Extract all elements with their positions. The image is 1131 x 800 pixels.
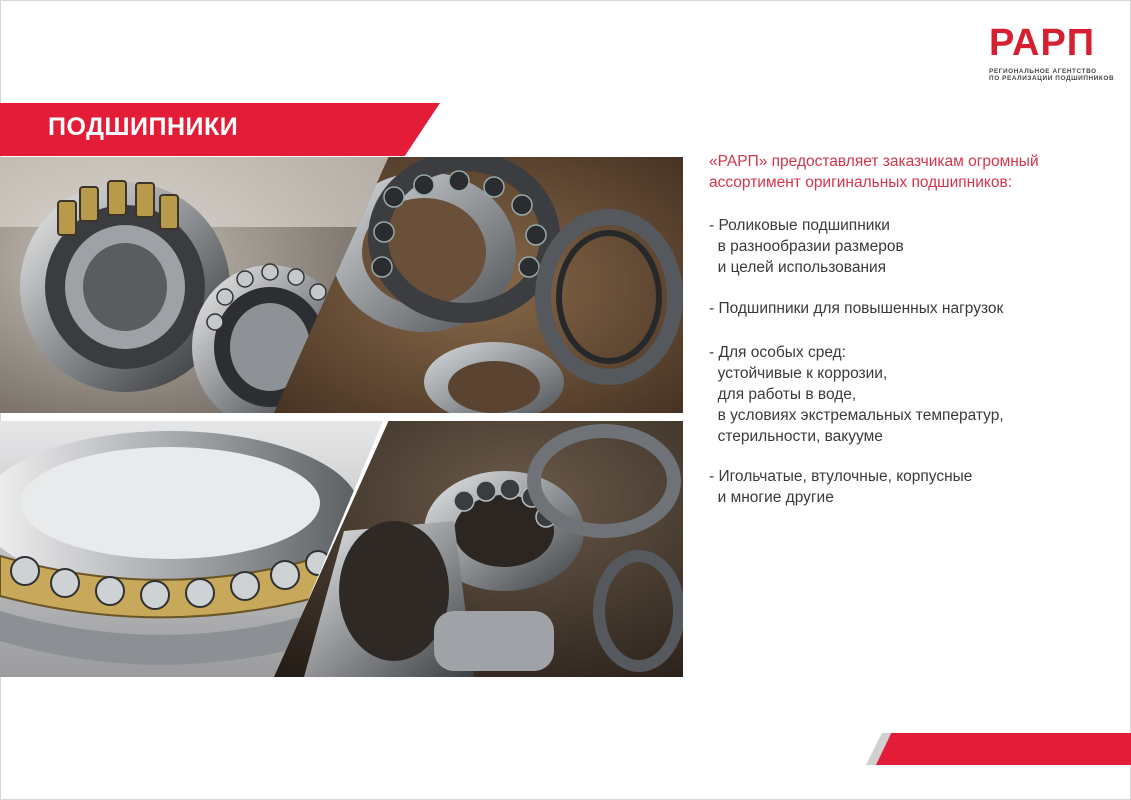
intro-line-1: «РАРП» предоставляет заказчикам огромный (709, 153, 1039, 170)
bottom-stripe (876, 733, 1131, 765)
list-line: - Подшипники для повышенных нагрузок (709, 300, 1004, 317)
list-line: и целей использования (709, 259, 887, 276)
intro-text (709, 151, 1069, 193)
logo-subtitle-line2: ПО РЕАЛИЗАЦИИ ПОДШИПНИКОВ (989, 75, 1115, 82)
list-line: в условиях экстремальных температур, (709, 407, 1004, 424)
page-title: ПОДШИПНИКИ (48, 113, 239, 141)
intro-line-2: ассортимент оригинальных подшипников: (709, 174, 1012, 191)
list-line: для работы в воде, (709, 386, 857, 403)
list-line: - Для особых сред: (709, 344, 846, 361)
section-heavy-load (709, 298, 1109, 319)
list-line: устойчивые к коррозии, (709, 365, 888, 382)
list-line: - Роликовые подшипники (709, 217, 890, 234)
rarp-logo (989, 22, 1115, 86)
logo-word: РАРП (989, 22, 1096, 64)
list-line: в разнообразии размеров (709, 238, 904, 255)
section-roller (709, 215, 1109, 278)
list-line: и многие другие (709, 489, 834, 506)
logo-subtitle (989, 68, 1114, 82)
list-line: - Игольчатые, втулочные, корпусные (709, 468, 973, 485)
section-other-types (709, 466, 1109, 508)
logo-subtitle-line1: РЕГИОНАЛЬНОЕ АГЕНТСТВО (989, 68, 1097, 75)
section-special-environments (709, 342, 1109, 447)
list-line: стерильности, вакууме (709, 428, 883, 445)
